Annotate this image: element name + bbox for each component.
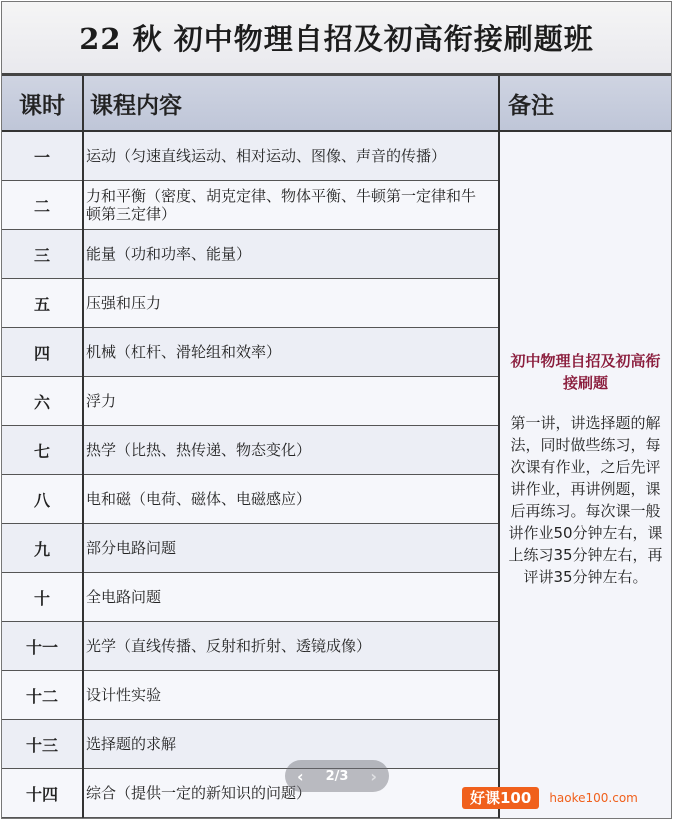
lesson-number: 十四	[25, 784, 58, 804]
page-counter: 2/3	[325, 768, 349, 784]
watermark	[462, 787, 638, 809]
header-content: 课程内容	[90, 92, 182, 119]
table-row	[2, 766, 500, 818]
lesson-content: 浮力	[86, 392, 117, 410]
table-body	[2, 132, 500, 818]
column-divider	[82, 76, 84, 818]
watermark-url: haoke100.com	[549, 791, 638, 805]
lesson-number: 七	[33, 441, 50, 461]
table-row	[2, 573, 500, 622]
lesson-number: 六	[33, 392, 50, 412]
lesson-number: 一	[33, 147, 50, 167]
page-title: 22 秋 初中物理自招及初高衔接刷题班	[2, 2, 671, 76]
lesson-number: 九	[33, 539, 50, 559]
lesson-content: 选择题的求解	[86, 735, 177, 753]
table-row	[2, 377, 500, 426]
lesson-content: 设计性实验	[86, 686, 162, 704]
lesson-number: 十一	[25, 637, 58, 657]
lesson-number: 五	[33, 294, 50, 314]
lesson-number: 四	[33, 343, 50, 363]
column-divider	[498, 76, 500, 818]
watermark-logo: 好课100	[462, 787, 539, 809]
lesson-number: 十三	[25, 735, 58, 755]
lesson-content: 运动（匀速直线运动、相对运动、图像、声音的传播）	[86, 147, 447, 165]
document-page	[1, 1, 672, 819]
table-row	[2, 475, 500, 524]
table-row	[2, 181, 500, 230]
lesson-content: 力和平衡（密度、胡克定律、物体平衡、牛顿第一定律和牛顿第三定律）	[86, 187, 477, 223]
lesson-content: 热学（比热、热传递、物态变化）	[86, 441, 312, 459]
table-row	[2, 622, 500, 671]
lesson-content: 压强和压力	[86, 294, 162, 312]
table-row	[2, 524, 500, 573]
lesson-content: 全电路问题	[86, 588, 162, 606]
table-row	[2, 279, 500, 328]
header-lesson: 课时	[19, 92, 65, 119]
lesson-content: 能量（功和功率、能量）	[86, 245, 252, 263]
lesson-content: 机械（杠杆、滑轮组和效率）	[86, 343, 282, 361]
table-row	[2, 671, 500, 720]
table-row	[2, 132, 500, 181]
lesson-number: 十二	[25, 686, 58, 706]
remark-cell	[500, 132, 671, 818]
remark-title: 初中物理自招及初高衔接刷题	[510, 352, 661, 392]
next-page-button[interactable]: ›	[370, 766, 377, 786]
table-row	[2, 720, 500, 769]
lesson-number: 三	[33, 245, 50, 265]
remark-body: 第一讲，讲选择题的解法，同时做些练习，每次课有作业，之后先评讲作业，再讲例题，课后再练习。每次课一般讲作业50分钟左右，课上练习35分钟左右，再评讲35分钟左右。	[508, 414, 663, 586]
header-remark: 备注	[508, 92, 554, 119]
table-header	[2, 76, 671, 132]
table-row	[2, 230, 500, 279]
lesson-content: 综合（提供一定的新知识的问题）	[86, 784, 312, 802]
lesson-content: 部分电路问题	[86, 539, 177, 557]
table-row	[2, 426, 500, 475]
lesson-content: 电和磁（电荷、磁体、电磁感应）	[86, 490, 312, 508]
prev-page-button[interactable]: ‹	[297, 766, 304, 786]
image-pager	[285, 760, 389, 792]
lesson-number: 十	[33, 588, 50, 608]
lesson-number: 八	[33, 490, 50, 510]
lesson-number: 二	[33, 196, 50, 216]
lesson-content: 光学（直线传播、反射和折射、透镜成像）	[86, 637, 372, 655]
table-row	[2, 328, 500, 377]
